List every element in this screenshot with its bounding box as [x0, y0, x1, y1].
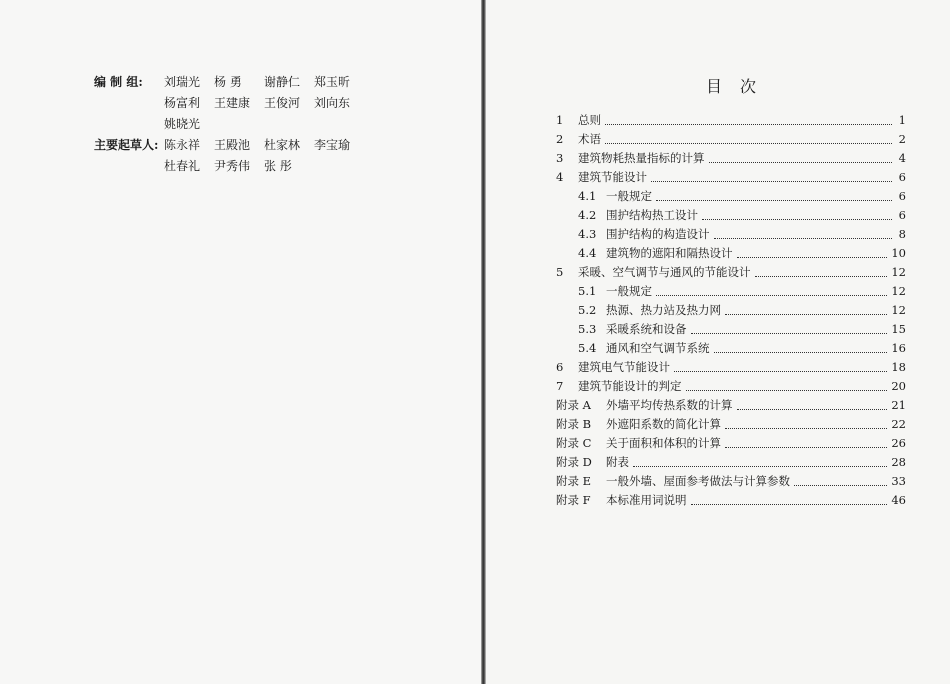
toc-entry-number: 3: [556, 151, 564, 165]
toc-entry[interactable]: [556, 263, 906, 282]
toc-entry[interactable]: [556, 301, 906, 320]
toc-entry-title: 围护结构热工设计: [606, 208, 698, 222]
toc-leader-dots: [737, 247, 888, 258]
table-of-contents: [556, 111, 906, 510]
toc-entry[interactable]: [556, 320, 906, 339]
toc-entry[interactable]: [556, 339, 906, 358]
toc-entry-page: 15: [891, 322, 906, 336]
toc-entry[interactable]: [556, 130, 906, 149]
toc-entry[interactable]: [556, 282, 906, 301]
drafter-name: 杜家林: [264, 138, 301, 152]
toc-leader-dots: [714, 228, 893, 239]
toc-entry-number: 4.4: [578, 246, 597, 260]
toc-leader-dots: [691, 323, 888, 334]
toc-entry-page: 46: [891, 493, 906, 507]
toc-entry-page: 2: [898, 132, 906, 146]
toc-entry[interactable]: [556, 491, 906, 510]
member-name: 杨富利: [164, 96, 201, 110]
toc-entry[interactable]: [556, 472, 906, 491]
toc-entry-number: 附录 E: [556, 474, 592, 488]
toc-entry-number: 5.4: [578, 341, 597, 355]
toc-entry-title: 通风和空气调节系统: [606, 341, 710, 355]
toc-entry-title: 术语: [578, 132, 601, 146]
toc-entry-page: 12: [891, 265, 906, 279]
credits-block: [94, 72, 364, 177]
toc-entry-page: 6: [898, 189, 906, 203]
toc-entry-number: 附录 F: [556, 493, 591, 507]
drafter-name: 李宝瑜: [314, 138, 351, 152]
toc-entry[interactable]: [556, 187, 906, 206]
toc-entry-title: 外遮阳系数的简化计算: [606, 417, 721, 431]
member-name: 刘向东: [314, 96, 351, 110]
toc-entry-number: 4.2: [578, 208, 597, 222]
toc-entry[interactable]: [556, 206, 906, 225]
toc-entry-title: 一般规定: [606, 189, 652, 203]
toc-entry-title: 采暖系统和设备: [606, 322, 687, 336]
member-name: 刘瑞光: [164, 75, 201, 89]
toc-entry-page: 12: [891, 303, 906, 317]
member-name: 郑玉昕: [314, 75, 351, 89]
toc-entry-title: 采暖、空气调节与通风的节能设计: [578, 265, 751, 279]
toc-entry-page: 26: [891, 436, 906, 450]
toc-entry-page: 18: [891, 360, 906, 374]
toc-entry-page: 1: [898, 113, 906, 127]
toc-leader-dots: [714, 342, 888, 353]
toc-entry-number: 附录 D: [556, 455, 592, 469]
toc-leader-dots: [755, 266, 888, 277]
toc-leader-dots: [674, 361, 887, 372]
toc-entry-title: 建筑节能设计: [578, 170, 647, 184]
toc-leader-dots: [725, 418, 887, 429]
toc-entry[interactable]: [556, 111, 906, 130]
toc-entry-title: 建筑节能设计的判定: [578, 379, 682, 393]
toc-entry-title: 外墙平均传热系数的计算: [606, 398, 733, 412]
toc-leader-dots: [794, 475, 887, 486]
toc-entry-title: 一般规定: [606, 284, 652, 298]
drafters-label: 主要起草人:: [94, 138, 159, 152]
toc-entry-number: 6: [556, 360, 564, 374]
toc-entry-number: 7: [556, 379, 564, 393]
member-name: 杨 勇: [214, 75, 242, 89]
toc-entry[interactable]: [556, 453, 906, 472]
toc-entry-number: 5.1: [578, 284, 597, 298]
toc-title: 目次: [706, 77, 775, 96]
toc-entry-number: 1: [556, 113, 564, 127]
toc-entry[interactable]: [556, 168, 906, 187]
toc-entry-page: 12: [891, 284, 906, 298]
toc-entry[interactable]: [556, 396, 906, 415]
drafter-name: 陈永祥: [164, 138, 201, 152]
member-name: 王建康: [214, 96, 251, 110]
toc-entry[interactable]: [556, 415, 906, 434]
toc-entry-page: 10: [891, 246, 906, 260]
toc-entry[interactable]: [556, 434, 906, 453]
toc-entry-title: 附表: [606, 455, 629, 469]
drafter-name: 王殿池: [214, 138, 251, 152]
toc-entry-page: 8: [898, 227, 906, 241]
toc-entry-title: 建筑物的遮阳和隔热设计: [606, 246, 733, 260]
toc-entry-page: 16: [891, 341, 906, 355]
toc-entry-title: 一般外墙、屋面参考做法与计算参数: [606, 474, 790, 488]
drafter-name: 尹秀伟: [214, 159, 251, 173]
toc-entry-number: 附录 A: [556, 398, 591, 412]
toc-leader-dots: [725, 437, 887, 448]
member-name: 姚晓光: [164, 117, 201, 131]
member-name: 谢静仁: [264, 75, 301, 89]
toc-entry-title: 建筑物耗热量指标的计算: [578, 151, 705, 165]
toc-leader-dots: [691, 494, 888, 505]
toc-entry[interactable]: [556, 358, 906, 377]
toc-leader-dots: [651, 171, 892, 182]
toc-leader-dots: [709, 152, 893, 163]
toc-entry-page: 28: [891, 455, 906, 469]
editorial-label: 编 制 组:: [94, 75, 143, 89]
toc-leader-dots: [686, 380, 888, 391]
toc-entry-title: 总则: [578, 113, 601, 127]
toc-entry[interactable]: [556, 149, 906, 168]
toc-entry[interactable]: [556, 225, 906, 244]
toc-entry-title: 关于面积和体积的计算: [606, 436, 721, 450]
toc-entry-number: 4.1: [578, 189, 597, 203]
toc-entry-number: 4: [556, 170, 564, 184]
toc-entry-page: 22: [891, 417, 906, 431]
drafter-name: 杜春礼: [164, 159, 201, 173]
toc-entry-title: 热源、热力站及热力网: [606, 303, 721, 317]
toc-entry-number: 4.3: [578, 227, 597, 241]
toc-leader-dots: [633, 456, 887, 467]
toc-entry-number: 2: [556, 132, 564, 146]
toc-entry-page: 4: [898, 151, 906, 165]
toc-leader-dots: [605, 133, 892, 144]
drafter-name: 张 彤: [264, 159, 292, 173]
toc-leader-dots: [702, 209, 892, 220]
toc-entry-number: 5.2: [578, 303, 597, 317]
toc-leader-dots: [737, 399, 888, 410]
toc-entry[interactable]: [556, 244, 906, 263]
toc-leader-dots: [656, 285, 887, 296]
toc-entry-page: 20: [891, 379, 906, 393]
toc-entry-page: 6: [898, 208, 906, 222]
toc-entry-page: 6: [898, 170, 906, 184]
toc-entry-page: 21: [891, 398, 906, 412]
toc-entry-number: 5: [556, 265, 564, 279]
toc-leader-dots: [605, 114, 892, 125]
toc-leader-dots: [656, 190, 892, 201]
toc-entry-page: 33: [891, 474, 906, 488]
toc-entry-number: 5.3: [578, 322, 597, 336]
toc-entry-number: 附录 B: [556, 417, 592, 431]
toc-entry-title: 围护结构的构造设计: [606, 227, 710, 241]
toc-entry[interactable]: [556, 377, 906, 396]
drafters-group: [94, 135, 364, 177]
toc-entry-number: 附录 C: [556, 436, 592, 450]
toc-entry-title: 本标准用词说明: [606, 493, 687, 507]
toc-entry-title: 建筑电气节能设计: [578, 360, 670, 374]
editorial-group: [94, 72, 364, 135]
toc-leader-dots: [725, 304, 887, 315]
member-name: 王俊河: [264, 96, 301, 110]
